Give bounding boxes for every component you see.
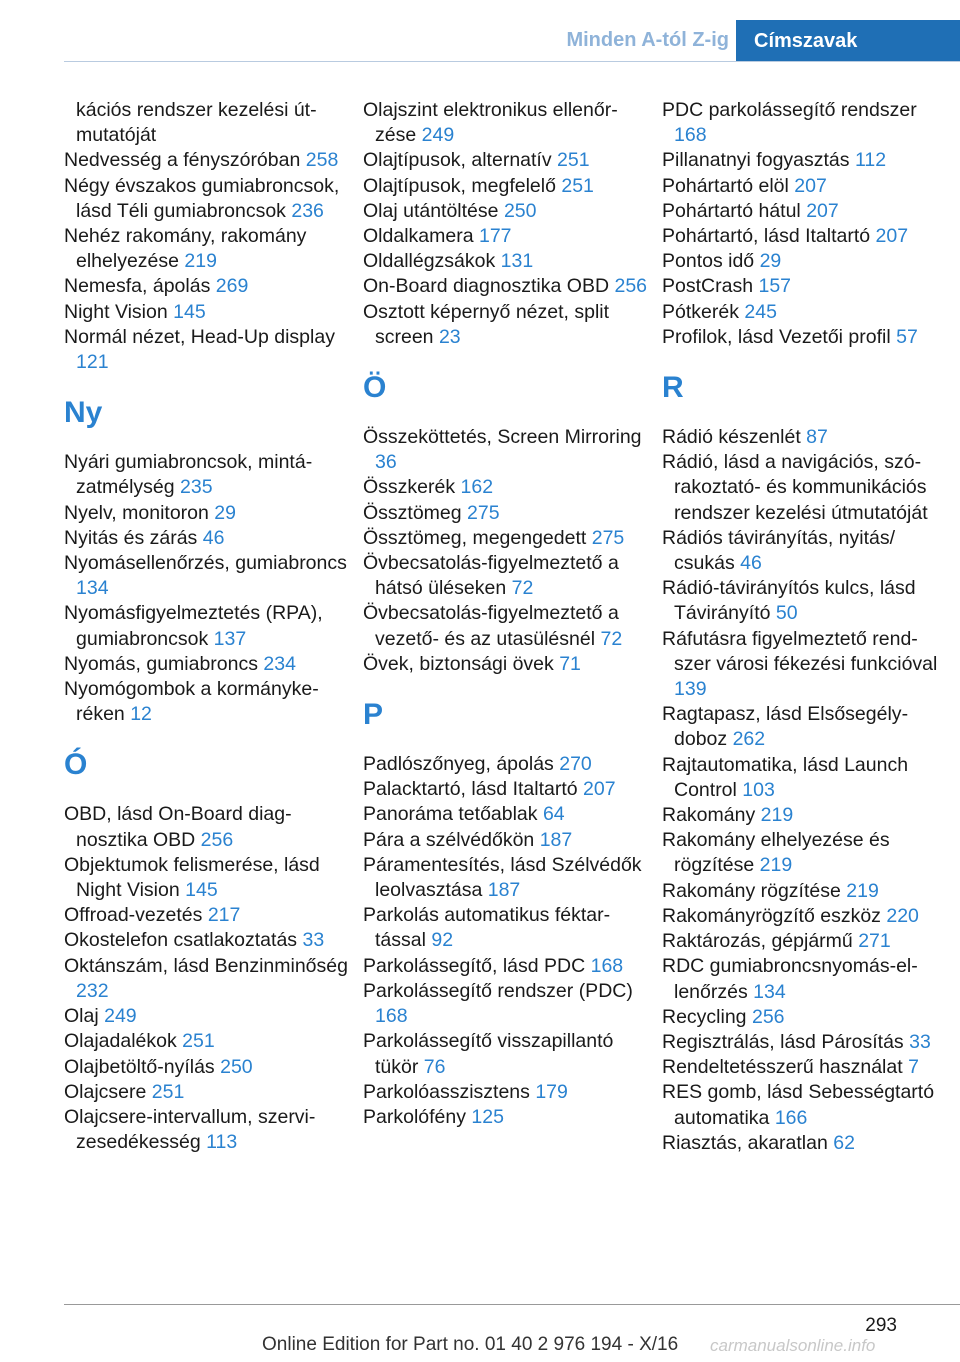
index-entry [363,1029,649,1079]
index-entry-text: Övbecsatolás-figyelmeztető a vezető- és az utasülésnél [363,602,619,650]
index-entry-text: Összkerék [363,476,456,499]
index-entry-text: Night Vision [64,300,168,323]
page-reference-link[interactable]: 145 [185,879,218,902]
index-entry-text: Offroad-vezetés [64,904,203,927]
page-reference-link[interactable]: 87 [806,426,828,449]
page-reference-link[interactable]: 219 [846,879,879,902]
page-reference-link[interactable]: 219 [184,250,217,273]
index-entry [662,702,948,752]
index-entry [363,174,649,199]
index-entry-text: Nemesfa, ápolás [64,275,211,298]
page-reference-link[interactable]: 207 [794,174,827,197]
index-entry-text: Rádió készenlét [662,426,801,449]
page-reference-link[interactable]: 92 [431,929,454,952]
page-reference-link[interactable]: 232 [76,979,109,1002]
page-reference-link[interactable]: 256 [200,828,234,851]
page-reference-link[interactable]: 33 [909,1030,931,1053]
index-entry [64,1004,350,1029]
page-reference-link[interactable]: 187 [539,828,573,851]
index-entry-text: Rádiós távirányítás, nyitás/ csukás [662,526,896,575]
index-entry-text: Padlószőnyeg, ápolás [363,753,554,776]
index-entry-text: Parkolássegítő rendszer (PDC) [363,979,633,1002]
index-entry-text: Oktánszám, lásd Benzinminőség [64,954,348,977]
index-entry [363,828,649,853]
page-reference-link[interactable]: 46 [740,552,762,575]
page-reference-link[interactable]: 121 [76,351,109,374]
index-entry [662,249,948,274]
page-reference-link[interactable]: 207 [875,225,909,248]
page-reference-link[interactable]: 275 [467,501,500,524]
index-entry [363,274,649,299]
index-entry [64,450,350,500]
index-entry-text: Panoráma tetőablak [363,803,538,826]
index-entry [363,1080,649,1105]
page-reference-link[interactable]: 62 [833,1131,855,1154]
index-entry-text: Nyelv, monitoron [64,501,209,524]
page-reference-link[interactable]: 125 [471,1105,504,1128]
index-entry [662,526,948,576]
page-reference-link[interactable]: 33 [302,929,325,952]
page-header [0,0,960,62]
index-entry-text: Olajcsere [64,1080,147,1103]
page-reference-link[interactable]: 46 [202,526,225,549]
index-entry [363,425,649,475]
index-entry [662,627,948,703]
page-reference-link[interactable]: 219 [760,804,794,827]
page-reference-link[interactable]: 270 [559,753,592,776]
index-entry-text: RDC gumiabroncsnyomás-ellenőrzés [662,955,918,1003]
index-entry-text: OBD, lásd On-Board diagnosztika OBD [64,803,292,851]
index-entry-text: Nyomás, gumiabroncs [64,652,258,675]
index-letter-heading: Ö [363,371,387,405]
page-reference-link[interactable]: 177 [478,225,512,248]
index-column-1 [64,98,350,1155]
page-reference-link[interactable]: 271 [858,930,891,953]
index-entry [64,652,350,677]
edition-line: Online Edition for Part no. 01 40 2 976 194 - X/16 [262,1334,679,1355]
index-entry [363,148,649,173]
page-reference-link[interactable]: 134 [76,577,109,600]
page-reference-link[interactable]: 137 [213,627,247,650]
page-reference-link[interactable]: 207 [583,778,616,801]
page-reference-link[interactable]: 258 [305,149,339,172]
index-entry [662,199,948,224]
index-entry [662,274,948,299]
index-entry-text: Parkolóasszisztens [363,1080,530,1103]
page-reference-link[interactable]: 249 [421,124,455,147]
index-entry-text: Profilok, lásd Vezetői profil [662,325,891,348]
index-entry-text: Okostelefon csatlakoztatás [64,929,298,952]
index-entry [662,1030,948,1055]
index-entry [662,174,948,199]
header-rule [64,61,960,62]
index-entry [662,904,948,929]
index-entry-text: Olajcsere-intervallum, szervizesedékesség [64,1105,316,1154]
index-entry-text: PDC parkolássegítő rendszer [662,99,917,121]
index-entry-text: Olajbetöltő-nyílás [64,1055,215,1078]
page-number: 293 [865,1315,897,1336]
index-entry-text: PostCrash [662,275,754,298]
index-entry [64,300,350,325]
index-entry-text: Recycling [662,1005,747,1028]
page-reference-link[interactable]: 275 [591,526,625,549]
footer-rule [64,1304,960,1305]
index-entry-text: Rajtautomatika, lásd Launch Control [662,753,909,801]
index-entry-text: Rendeltetésszerű használat [662,1056,903,1079]
index-entry [662,1055,948,1080]
index-entry [363,903,649,953]
index-entry [662,879,948,904]
index-entry-text: Páramentesítés, lásd Szélvédők leolvasztása [363,853,642,902]
index-entry [64,802,350,852]
index-entry-text: Rakomány elhelyezése és rögzítése [662,829,890,877]
page-reference-link[interactable]: 262 [732,728,766,751]
index-entry [363,199,649,224]
index-entry [363,1105,649,1130]
index-entry-text: Parkolássegítő visszapillantó tükör [363,1030,614,1078]
page-reference-link[interactable]: 29 [214,501,236,524]
index-entry [64,853,350,903]
page-reference-link[interactable]: 134 [753,980,786,1003]
page-reference-link[interactable]: 29 [759,250,782,273]
index-entry-text: Rakomány [662,804,756,827]
index-entry [662,576,948,626]
page-reference-link[interactable]: 168 [375,1005,408,1028]
index-entry [64,551,350,601]
page-reference-link[interactable]: 23 [438,325,461,348]
index-entry-text: On-Board diagnosztika OBD [363,275,610,298]
index-entry [662,450,948,526]
index-entry-text: Nyomásellenőrzés, gumiabroncs [64,552,347,575]
page-reference-link[interactable]: 179 [535,1080,568,1103]
index-entry [363,979,649,1029]
index-entry [662,98,948,148]
page-reference-link[interactable]: 250 [220,1055,253,1078]
index-entry [64,526,350,551]
page-reference-link[interactable]: 245 [744,300,777,323]
index-entry [662,325,948,350]
index-entry [662,1131,948,1156]
index-entry-text: RES gomb, lásd Sebességtartó automatika [662,1081,935,1129]
index-entry-text: Nyári gumiabroncsok, mintázatmélység [64,451,313,499]
page-reference-link[interactable]: 103 [742,778,775,801]
index-entry [662,753,948,803]
index-entry-text: Olajszint elektronikus ellenőrzése [363,99,618,147]
page-reference-link[interactable]: 251 [561,174,594,197]
page-reference-link[interactable]: 139 [674,678,707,701]
index-entry-text: Rádió-távirányítós kulcs, lásd Távirányító [662,577,916,625]
index-entry [363,249,649,274]
page-reference-link[interactable]: 251 [151,1080,185,1103]
index-entry-text: Riasztás, akaratlan [662,1131,828,1154]
page-reference-link[interactable]: 220 [886,904,919,927]
index-entry [64,148,350,173]
index-entry [64,274,350,299]
page-reference-link[interactable]: 112 [854,149,887,172]
page-reference-link[interactable]: 234 [263,652,296,675]
page-reference-link[interactable]: 256 [614,275,648,298]
page-reference-link[interactable]: 168 [590,954,624,977]
page-reference-link[interactable]: 64 [542,803,565,826]
index-entry [64,1080,350,1105]
index-entry-text: Olaj [64,1005,99,1028]
page-reference-link[interactable]: 71 [559,652,581,675]
index-entry-text: Regisztrálás, lásd Párosítás [662,1030,904,1053]
index-entry-text: Rakományrögzítő eszköz [662,904,881,927]
page-reference-link[interactable]: 72 [511,577,534,600]
index-entry [64,677,350,727]
index-entry-text: Övek, biztonsági övek [363,652,554,675]
index-entry [64,928,350,953]
page-reference-link[interactable]: 269 [215,275,249,298]
index-entry-text: Palacktartó, lásd Italtartó [363,778,578,801]
index-entry [64,903,350,928]
index-entry-text: Négy évszakos gumiabroncsok, lásd Téli gumiabroncsok [64,174,340,222]
index-entry [662,425,948,450]
index-entry [64,501,350,526]
index-column-3 [662,98,948,1156]
index-entry [662,954,948,1004]
page-reference-link[interactable]: 113 [206,1131,238,1154]
index-entry-text: Olaj utántöltése [363,199,499,222]
index-entry-text: Parkolófény [363,1105,466,1128]
index-entry [363,224,649,249]
index-entry-text: Rádió, lásd a navigációs, szórakoztató- és kommunikációs rendszer kezelési útmutatóját [662,451,928,524]
index-entry [662,803,948,828]
index-entry-text: Nyitás és zárás [64,526,198,549]
index-letter-heading: Ny [64,396,103,430]
index-entry [662,1005,948,1030]
index-entry-text: Normál nézet, Head-Up display [64,325,335,348]
index-entry [64,325,350,375]
index-entry-text: Nyomógombok a kormánykeréken [64,678,319,726]
page-reference-link[interactable]: 76 [423,1055,446,1078]
index-entry [662,300,948,325]
page-reference-link[interactable]: 162 [460,476,494,499]
index-entry-text: Nedvesség a fényszóróban [64,149,301,172]
index-entry [662,224,948,249]
index-entry [64,1055,350,1080]
index-entry-text: Pohártartó, lásd Italtartó [662,225,871,248]
index-entry-text: Pótkerék [662,300,739,323]
page-reference-link[interactable]: 235 [180,476,213,499]
index-entry-text: Össztömeg, megengedett [363,526,587,549]
index-entry [363,853,649,903]
page-reference-link[interactable]: 131 [500,250,534,273]
index-entry-text: Oldallégzsákok [363,250,496,273]
index-entry [662,148,948,173]
index-entry-text: Ragtapasz, lásd Elsősegélydoboz [662,703,909,751]
index-entry [363,526,649,551]
index-entry-text: Oldalkamera [363,225,474,248]
page-reference-link[interactable]: 249 [104,1005,137,1028]
index-entry-text: Ráfutásra figyelmeztető rendszer városi fékezési funkcióval [662,627,938,675]
index-entry [363,752,649,777]
index-entry-text: Olajtípusok, megfelelő [363,174,556,197]
index-entry-text: Pontos idő [662,250,755,273]
index-entry-text: Parkolássegítő, lásd PDC [363,954,586,977]
index-letter-heading: Ó [64,748,88,782]
index-entry [64,954,350,1004]
index-entry-text: Raktározás, gépjármű [662,930,853,953]
index-entry [64,601,350,651]
section-title: Minden A-tól Z-ig [566,29,729,51]
index-entry [662,828,948,878]
page-reference-link[interactable]: 168 [674,124,707,147]
page-reference-link[interactable]: 145 [173,300,206,323]
index-entry [363,652,649,677]
index-entry-text: Osztott képernyő nézet, split screen [363,300,610,348]
index-entry [363,601,649,651]
index-entry-text: Olajadalékok [64,1030,177,1053]
index-entry [363,802,649,827]
index-entry [64,224,350,274]
page-reference-link[interactable]: 166 [774,1106,808,1129]
index-entry [662,929,948,954]
page-reference-link[interactable]: 236 [291,199,324,222]
index-entry [64,174,350,224]
page-reference-link[interactable]: 256 [751,1005,785,1028]
index-entry-text: Össztömeg [363,501,462,524]
page-reference-link[interactable]: 157 [758,275,792,298]
watermark: carmanualsonline.info [710,1336,876,1355]
index-entry [64,98,350,148]
page-reference-link[interactable]: 219 [759,854,793,877]
index-entry [363,501,649,526]
index-entry-text: Nehéz rakomány, rakomány elhelyezése [64,225,307,273]
index-entry [363,300,649,350]
index-letter-heading: P [363,698,384,732]
page-reference-link[interactable]: 57 [896,325,918,348]
index-entry-text: Rakomány rögzítése [662,879,841,902]
page-reference-link[interactable]: 12 [130,703,152,726]
index-entry [363,954,649,979]
page-reference-link[interactable]: 207 [806,199,839,222]
index-entry-text: Parkolás automatikus féktartással [363,904,611,952]
page-reference-link[interactable]: 50 [775,602,798,625]
chapter-tab: Címszavak [736,20,960,62]
page-reference-link[interactable]: 250 [503,199,537,222]
index-entry [363,551,649,601]
index-entry-text: Nyomásfigyelmeztetés (RPA), gumiabroncsok [64,602,323,650]
index-entry [363,475,649,500]
index-entry [363,777,649,802]
index-entry [363,98,649,148]
index-entry-text: Objektumok felismerése, lásd Night Vision [64,853,320,902]
index-entry-text: Összeköttetés, Screen Mirroring [363,426,642,449]
index-entry-text: Pára a szélvédőkön [363,828,535,851]
index-entry-text: Pillanatnyi fogyasztás [662,149,850,172]
page-reference-link[interactable]: 187 [487,879,521,902]
page-reference-link[interactable]: 251 [557,149,590,172]
index-entry-text: Pohártartó hátul [662,199,801,222]
index-column-2 [363,98,649,1130]
index-entry [64,1029,350,1054]
index-entry-text: Olajtípusok, alternatív [363,149,552,172]
page-reference-link[interactable]: 7 [908,1056,919,1079]
index-entry [662,1080,948,1130]
index-entry [64,1105,350,1155]
page-reference-link[interactable]: 217 [207,904,241,927]
index-entry-text: Pohártartó elöl [662,174,789,197]
page-reference-link[interactable]: 251 [182,1030,215,1053]
page-reference-link[interactable]: 72 [600,627,623,650]
index-entry-text: kációs rendszer kezelési útmutatóját [76,99,317,147]
index-entry-text: Övbecsatolás-figyelmeztető a hátsó üléseken [363,552,619,600]
index-letter-heading: R [662,371,684,405]
page-reference-link[interactable]: 36 [375,451,397,474]
